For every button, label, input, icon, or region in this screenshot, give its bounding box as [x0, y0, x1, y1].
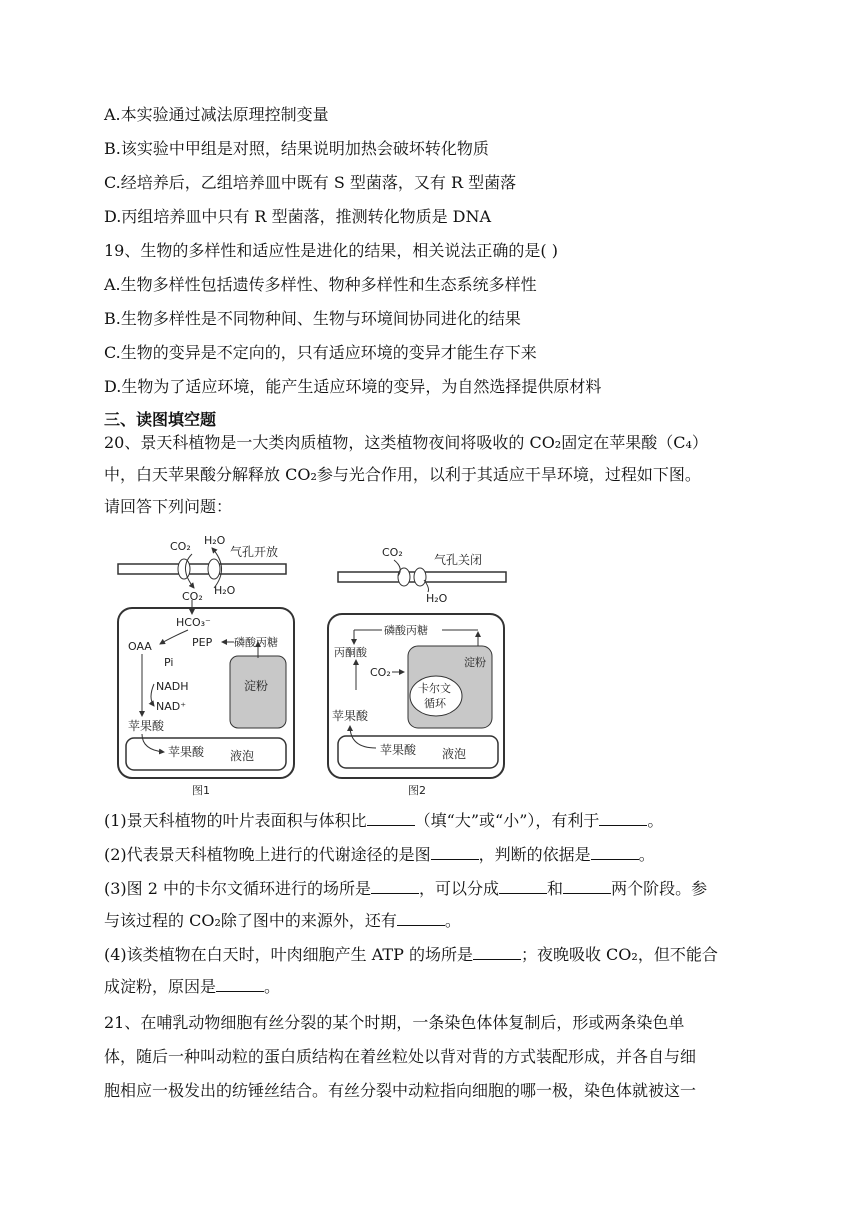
q20-p4-text-d: 。 — [264, 977, 281, 996]
q20-p3-text-d: 两个阶段。参 — [611, 879, 708, 898]
q20-p1-text-b: （填“大”或“小”），有利于 — [414, 811, 600, 830]
q18-option-a: A.本实验通过减法原理控制变量 — [104, 105, 329, 124]
fig1-pi: Pi — [164, 656, 174, 669]
fig1-starch: 淀粉 — [244, 679, 269, 693]
q20-p2-text-c: 。 — [638, 845, 655, 864]
answer-blank[interactable] — [563, 879, 611, 894]
q21-line3: 胞相应一极发出的纺锤丝结合。有丝分裂中动粒指向细胞的哪一极，染色体就被这一 — [104, 1081, 697, 1100]
fig1-co2-mid: CO₂ — [182, 590, 203, 603]
fig1-malate-vacuole: 苹果酸 — [168, 745, 205, 759]
q20-stem-line2: 中，白天苹果酸分解释放 CO₂参与光合作用，以利于其适应干旱环境，过程如下图。 — [104, 465, 701, 484]
fig1-co2-top: CO₂ — [170, 540, 191, 553]
q20-stem-line1: 20、景天科植物是一大类肉质植物，这类植物夜间将吸收的 CO₂固定在苹果酸（C₄） — [104, 433, 708, 452]
fig1-oaa: OAA — [128, 640, 152, 653]
q20-stem-line3: 请回答下列问题： — [104, 497, 233, 516]
q18-option-c: C.经培养后，乙组培养皿中既有 S 型菌落，又有 R 型菌落 — [104, 173, 517, 192]
q18-option-b: B.该实验中甲组是对照，结果说明加热会破坏转化物质 — [104, 139, 489, 158]
answer-blank[interactable] — [591, 845, 639, 860]
answer-blank[interactable] — [431, 845, 479, 860]
fig2-stomata-label: 气孔关闭 — [434, 553, 483, 567]
q20-part4-cont — [104, 976, 280, 998]
q20-part1 — [104, 810, 663, 832]
fig1-hco3: HCO₃⁻ — [176, 616, 211, 629]
fig1-nad: NAD⁺ — [156, 700, 187, 713]
q21-line1: 21、在哺乳动物细胞有丝分裂的某个时期，一条染色体体复制后，形或两条染色单 — [104, 1013, 685, 1032]
figure-1 — [118, 534, 294, 797]
q20-p3-text-e: 与该过程的 CO₂除了图中的来源外，还有 — [104, 911, 397, 930]
q20-p3-text-f: 。 — [444, 911, 461, 930]
fig2-malate: 苹果酸 — [332, 709, 369, 723]
q20-p3-text-b: ，可以分成 — [419, 879, 500, 898]
fig1-malate: 苹果酸 — [128, 719, 165, 733]
fig2-pyruvate: 丙酮酸 — [334, 646, 367, 659]
fig1-vacuole: 液泡 — [230, 749, 255, 763]
q20-p1-text-a: (1)景天科植物的叶片表面积与体积比 — [104, 811, 367, 830]
q20-p4-text-a: (4)该类植物在白天时，叶肉细胞产生 ATP 的场所是 — [104, 945, 473, 964]
fig2-h2o: H₂O — [426, 592, 448, 605]
q19-option-b: B.生物多样性是不同物种间、生物与环境间协同进化的结果 — [104, 309, 521, 328]
figure-2 — [328, 546, 506, 797]
fig2-malate-vacuole: 苹果酸 — [380, 743, 417, 757]
q19-option-d: D.生物为了适应环境，能产生适应环境的变异，为自然选择提供原材料 — [104, 377, 602, 396]
answer-blank[interactable] — [473, 945, 521, 960]
section-heading: 三、读图填空题 — [104, 410, 217, 429]
fig2-co2: CO₂ — [370, 666, 391, 679]
fig1-pga: 磷酸丙糖 — [234, 636, 278, 649]
answer-blank[interactable] — [397, 911, 445, 926]
fig1-h2o-top: H₂O — [204, 534, 226, 547]
fig1-nadh: NADH — [156, 680, 189, 693]
q20-part3-cont — [104, 910, 461, 932]
q20-p4-text-c: 成淀粉，原因是 — [104, 977, 217, 996]
q20-part2 — [104, 844, 655, 866]
q20-p2-text-a: (2)代表景天科植物晚上进行的代谢途径的是图 — [104, 845, 431, 864]
fig2-calvin-1: 卡尔文 — [418, 682, 451, 695]
q20-p1-text-c: 。 — [647, 811, 664, 830]
fig2-co2-top: CO₂ — [382, 546, 403, 559]
answer-blank[interactable] — [499, 879, 547, 894]
q20-p2-text-b: ，判断的依据是 — [478, 845, 591, 864]
q20-part3 — [104, 878, 707, 900]
fig2-starch: 淀粉 — [464, 656, 486, 669]
fig2-pga: 磷酸丙糖 — [384, 624, 428, 637]
fig2-caption: 图2 — [408, 784, 426, 797]
q20-p3-text-c: 和 — [547, 879, 564, 898]
cam-pathway-figure — [112, 530, 522, 800]
fig1-pep: PEP — [192, 636, 213, 649]
answer-blank[interactable] — [216, 977, 264, 992]
q19-stem: 19、生物的多样性和适应性是进化的结果，相关说法正确的是( ) — [104, 241, 558, 260]
q18-option-d: D.丙组培养皿中只有 R 型菌落，推测转化物质是 DNA — [104, 207, 492, 226]
q20-p3-text-a: (3)图 2 中的卡尔文循环进行的场所是 — [104, 879, 372, 898]
answer-blank[interactable] — [599, 811, 647, 826]
answer-blank[interactable] — [367, 811, 415, 826]
fig1-stomata-label: 气孔开放 — [230, 545, 279, 559]
answer-blank[interactable] — [371, 879, 419, 894]
fig1-caption: 图1 — [192, 784, 210, 797]
fig2-calvin-2: 循环 — [424, 697, 446, 710]
q20-p4-text-b: ；夜晚吸收 CO₂，但不能合 — [520, 945, 718, 964]
q19-option-c: C.生物的变异是不定向的，只有适应环境的变异才能生存下来 — [104, 343, 537, 362]
q20-part4 — [104, 944, 718, 966]
fig2-vacuole: 液泡 — [442, 747, 467, 761]
q19-option-a: A.生物多样性包括遗传多样性、物种多样性和生态系统多样性 — [104, 275, 537, 294]
fig1-h2o-mid: H₂O — [214, 584, 236, 597]
q21-line2: 体，随后一种叫动粒的蛋白质结构在着丝粒处以背对背的方式装配形成，并各自与细 — [104, 1047, 697, 1066]
